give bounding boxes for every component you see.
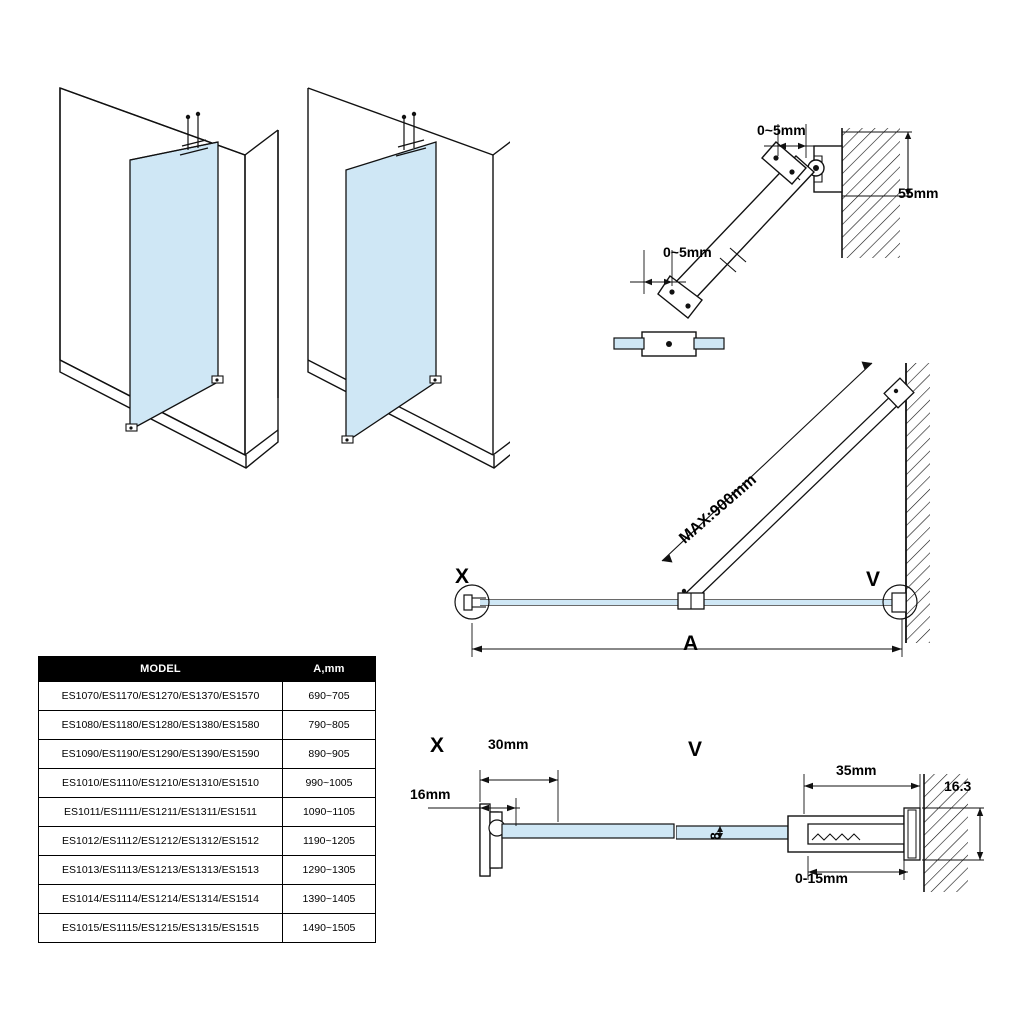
detail-x-profile (418, 752, 678, 892)
table-cell-model: ES1012/ES1112/ES1212/ES1312/ES1512 (39, 827, 283, 856)
label-adjust-range: 0-15mm (795, 870, 848, 886)
table-row (39, 856, 376, 885)
table-cell-a: 1190~1205 (282, 827, 375, 856)
table-cell-a: 1290~1305 (282, 856, 375, 885)
table-row (39, 711, 376, 740)
table-row (39, 885, 376, 914)
table-cell-a: 1090~1105 (282, 798, 375, 827)
table-header-a: A,mm (282, 657, 375, 682)
label-wall-16-3: 16.3 (944, 778, 972, 794)
label-detail-v-plan: V (866, 568, 881, 591)
enclosure-3d-views (30, 60, 510, 480)
table-cell-a: 890~905 (282, 740, 375, 769)
table-cell-model: ES1013/ES1113/ES1213/ES1313/ES1513 (39, 856, 283, 885)
table-row (39, 740, 376, 769)
table-row (39, 827, 376, 856)
label-glass-8: 8 (707, 832, 723, 840)
table-cell-model: ES1014/ES1114/ES1214/ES1314/ES1514 (39, 885, 283, 914)
table-header-model: MODEL (39, 657, 283, 682)
label-profile-30mm: 30mm (488, 736, 529, 752)
label-bracket-height: 55mm (898, 185, 939, 201)
label-bracket-gap-top: 0~5mm (757, 122, 806, 138)
wall-hatch-plan (906, 363, 930, 643)
table-row (39, 769, 376, 798)
label-detail-v: V (688, 738, 703, 761)
label-detail-x: X (430, 734, 445, 757)
table-row (39, 914, 376, 943)
table-cell-model: ES1080/ES1180/ES1280/ES1380/ES1580 (39, 711, 283, 740)
plan-view-support (440, 355, 930, 675)
enclosure-left (60, 75, 280, 468)
table-header-row (39, 657, 376, 682)
table-cell-a: 1390~1405 (282, 885, 375, 914)
table-row (39, 682, 376, 711)
table-cell-a: 790~805 (282, 711, 375, 740)
table-cell-a: 690~705 (282, 682, 375, 711)
table-cell-model: ES1090/ES1190/ES1290/ES1390/ES1590 (39, 740, 283, 769)
table-cell-a: 990~1005 (282, 769, 375, 798)
label-detail-x-plan: X (455, 565, 470, 588)
table-cell-model: ES1010/ES1110/ES1210/ES1310/ES1510 (39, 769, 283, 798)
label-max-length: MAX:900mm (676, 471, 760, 548)
wall-hatch (842, 128, 900, 258)
table-cell-model: ES1015/ES1115/ES1215/ES1315/ES1515 (39, 914, 283, 943)
label-dim-a: A (683, 632, 699, 655)
table-cell-a: 1490~1505 (282, 914, 375, 943)
table-cell-model: ES1011/ES1111/ES1211/ES1311/ES1511 (39, 798, 283, 827)
model-table (38, 656, 376, 943)
label-wall-35mm: 35mm (836, 762, 877, 778)
table-row (39, 798, 376, 827)
label-profile-16mm: 16mm (410, 786, 451, 802)
table-cell-model: ES1070/ES1170/ES1270/ES1370/ES1570 (39, 682, 283, 711)
label-bracket-gap-bottom: 0~5mm (663, 244, 712, 260)
wall-bracket-detail (600, 110, 1000, 390)
